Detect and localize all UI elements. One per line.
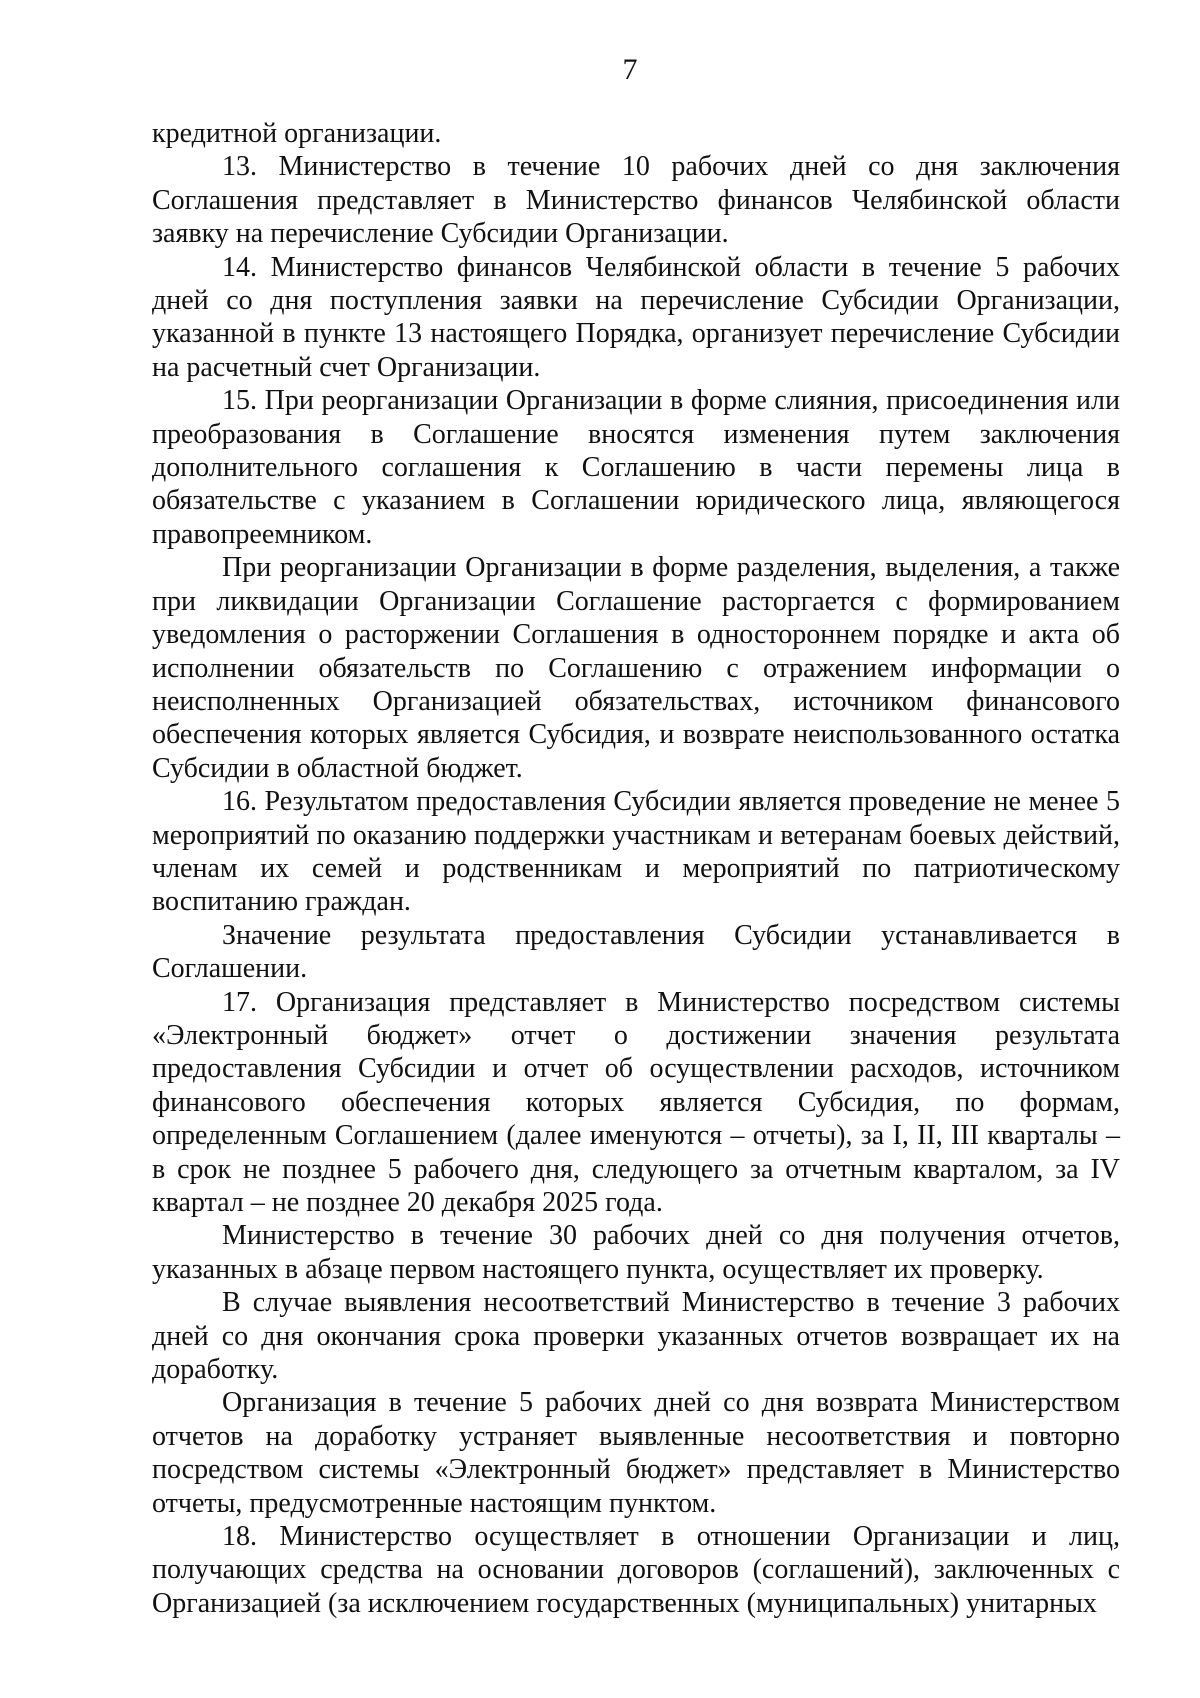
paragraph-item-17: 17. Организация представляет в Министерство посредством системы «Электронный бюджет» отчет о достижении значения результата предоставления Субсидии и отчет об осуществлении расходов, источником финансового обеспечения которых является Субсидия, по формам, определенным Соглашением (далее именуются – отчеты), за I, II, III кварталы – в срок не позднее 5 рабочего дня, следующего за отчетным кварталом, за IV квартал – не позднее 20 декабря 2025 года. xyxy=(152,986,1120,1218)
paragraph-item-17-part-4: Организация в течение 5 рабочих дней со дня возврата Министерством отчетов на доработку устраняет выявленные несоответствия и повторно посредством системы «Электронный бюджет» представляет в Министерство отчеты, предусмотренные настоящим пунктом. xyxy=(152,1387,1120,1519)
document-body xyxy=(152,117,1120,1620)
paragraph-item-15: 15. При реорганизации Организации в форме слияния, присоединения или преобразования в Соглашение вносятся изменения путем заключения дополнительного соглашения к Соглашению в части перемены лица в обязательстве с указанием в Соглашении юридического лица, являющегося правопреемником. xyxy=(152,385,1120,550)
paragraph-item-13: 13. Министерство в течение 10 рабочих дней со дня заключения Соглашения представляет в Министерство финансов Челябинской области заявку на перечисление Субсидии Организации. xyxy=(152,151,1120,250)
paragraph-item-17-part-2: Министерство в течение 30 рабочих дней со дня получения отчетов, указанных в абзаце первом настоящего пункта, осуществляет их проверку. xyxy=(152,1220,1120,1285)
paragraph-continuation: кредитной организации. xyxy=(152,118,442,149)
paragraph-item-15-part-2: При реорганизации Организации в форме разделения, выделения, а также при ликвидации Организации Соглашение расторгается с формированием уведомления о расторжении Соглашения в одностороннем порядке и акта об исполнении обязательств по Соглашению с отражением информации о неисполненных Организацией обязательствах, источником финансового обеспечения которых является Субсидия, и возврате неиспользованного остатка Субсидии в областной бюджет. xyxy=(152,552,1120,784)
paragraph-item-14: 14. Министерство финансов Челябинской области в течение 5 рабочих дней со дня поступления заявки на перечисление Субсидии Организации, указанной в пункте 13 настоящего Порядка, организует перечисление Субсидии на расчетный счет Организации. xyxy=(152,251,1120,383)
paragraph-item-17-part-3: В случае выявления несоответствий Министерство в течение 3 рабочих дней со дня окончания срока проверки указанных отчетов возвращает их на доработку. xyxy=(152,1287,1120,1386)
paragraph-item-16: 16. Результатом предоставления Субсидии является проведение не менее 5 мероприятий по оказанию поддержки участникам и ветеранам боевых действий, членам их семей и родственникам и мероприятий по патриотическому воспитанию граждан. xyxy=(152,786,1120,918)
page-number: 7 xyxy=(622,53,638,86)
paragraph-item-18: 18. Министерство осуществляет в отношении Организации и лиц, получающих средства на основании договоров (соглашений), заключенных с Организацией (за исключением государственных (муниципальных) унитарных xyxy=(152,1521,1120,1619)
paragraph-item-16-part-2: Значение результата предоставления Субсидии устанавливается в Соглашении. xyxy=(152,919,1120,985)
